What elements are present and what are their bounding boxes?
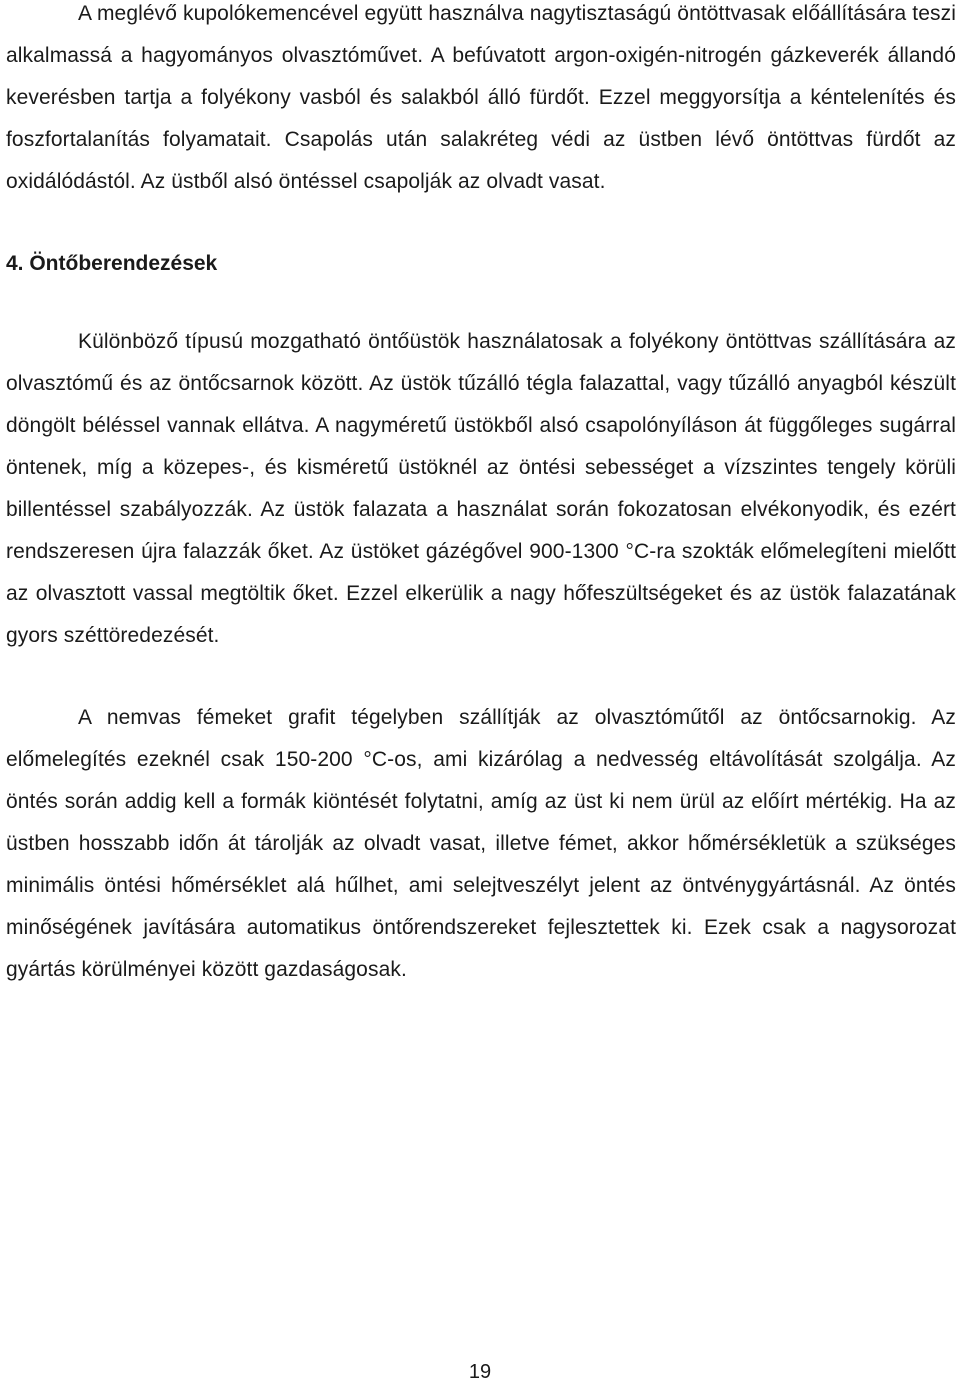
paragraph-spacer xyxy=(6,657,956,697)
document-page xyxy=(6,0,956,991)
section-heading: 4. Öntőberendezések xyxy=(6,252,218,275)
page-number: 19 xyxy=(468,1361,492,1383)
paragraph-nonferrous: A nemvas fémeket grafit tégelyben szállítják az olvasztóműtől az öntőcsarnokig. Az előmelegítés ezeknél csak 150-200 °C-os, ami kizárólag a nedvesség eltávolítását szolgálja. Az öntés során addig kell a formák kiöntését folytatni, amíg az üst ki nem ürül az előírt mértékig. Ha az üstben hosszabb időn át tárolják az olvadt vasat, illetve fémet, akkor hőmérsékletük a szükséges minimális öntési hőmérséklet alá hűlhet, ami selejtveszélyt jelent az öntvénygyártásnál. Az öntés minőségének javítására automatikus öntőrendszereket fejlesztettek ki. Ezek csak a nagysorozat gyártás körülményei között gazdaságosak. xyxy=(6,706,956,981)
paragraph-ladles: Különböző típusú mozgatható öntőüstök használatosak a folyékony öntöttvas szállítására az olvasztómű és az öntőcsarnok között. Az üstök tűzálló tégla falazattal, vagy tűzálló anyagból készült döngölt béléssel vannak ellátva. A nagyméretű üstökből alsó csapolónyíláson át függőleges sugárral öntenek, míg a közepes-, és kisméretű üstöknél az öntési sebességet a vízszintes tengely körüli billentéssel szabályozzák. Az üstök falazata a használat során fokozatosan elvékonyodik, és ezért rendszeresen újra falazzák őket. Az üstöket gázégővel 900-1300 °C-ra szokták előmelegíteni mielőtt az olvasztott vassal megtöltik őket. Ezzel elkerülik a nagy hőfeszültségeket és az üstök falazatának gyors széttöredezését. xyxy=(6,330,956,647)
paragraph-intro: A meglévő kupolókemencével együtt használva nagytisztaságú öntöttvasak előállítására teszi alkalmassá a hagyományos olvasztóművet. A befúvatott argon-oxigén-nitrogén gázkeverék állandó keverésben tartja a folyékony vasból és salakból álló fürdőt. Ezzel meggyorsítja a kéntelenítés és foszfortalanítás folyamatait. Csapolás után salakréteg védi az üstben lévő öntöttvas fürdőt az oxidálódástól. Az üstből alsó öntéssel csapolják az olvadt vasat. xyxy=(6,2,956,193)
